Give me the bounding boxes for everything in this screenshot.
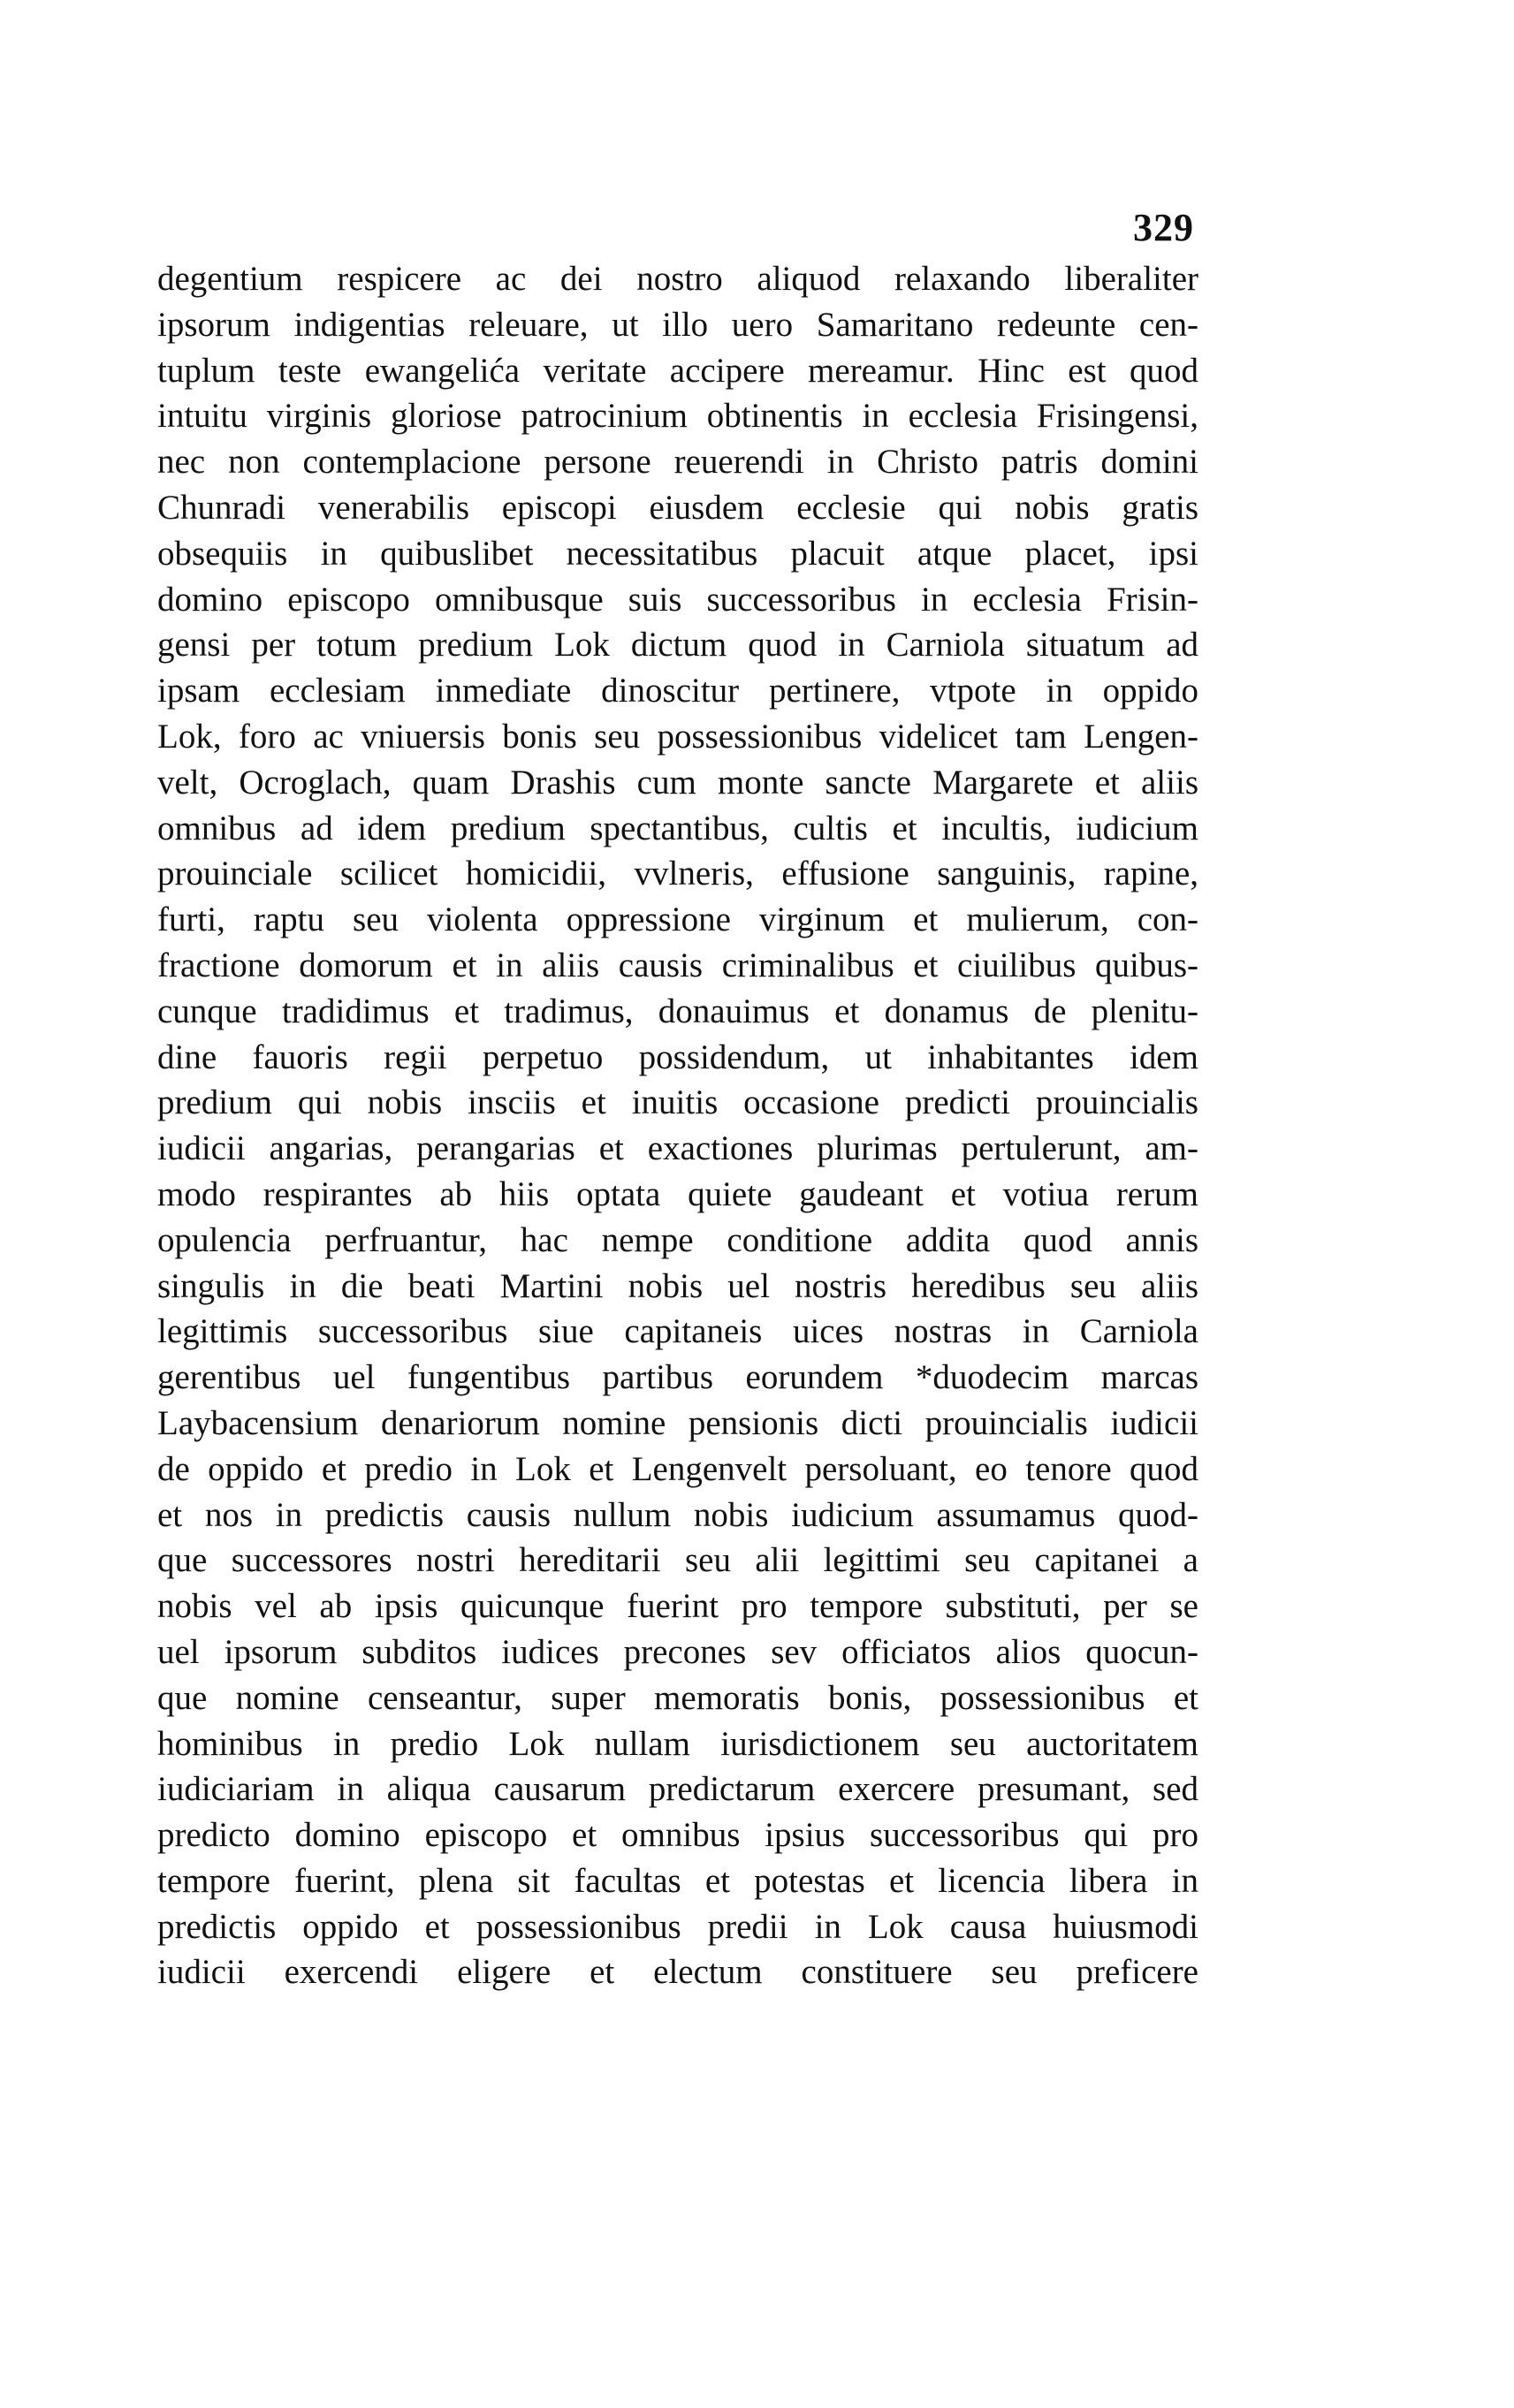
text-line: opulencia perfruantur, hac nempe conditione addita quod annis bbox=[157, 1220, 1198, 1259]
text-line: iudicii exercendi eligere et electum constituere seu preficere bbox=[157, 1953, 1198, 1992]
text-line: Laybacensium denariorum nomine pensionis dicti prouincialis iudicii bbox=[157, 1403, 1198, 1442]
text-line: tuplum teste ewangelića veritate accipere mereamur. Hinc est quod bbox=[157, 351, 1198, 390]
text-line: predicto domino episcopo et omnibus ipsius successoribus qui pro bbox=[157, 1816, 1198, 1855]
text-line: obsequiis in quibuslibet necessitatibus placuit atque placet, ipsi bbox=[157, 534, 1198, 573]
text-line: prouinciale scilicet homicidii, vvlneris, effusione sanguinis, rapine, bbox=[157, 855, 1198, 893]
text-line: uel ipsorum subditos iudices precones sev officiatos alios quocun- bbox=[157, 1632, 1198, 1671]
text-line: dine fauoris regii perpetuo possidendum, ut inhabitantes idem bbox=[157, 1037, 1198, 1076]
text-line: legittimis successoribus siue capitaneis uices nostras in Carniola bbox=[157, 1312, 1198, 1351]
text-line: predictis oppido et possessionibus predii in Lok causa huiusmodi bbox=[157, 1907, 1198, 1946]
text-line: singulis in die beati Martini nobis uel nostris heredibus seu aliis bbox=[157, 1266, 1198, 1305]
text-line: modo respirantes ab hiis optata quiete gaudeant et votiua rerum bbox=[157, 1174, 1198, 1213]
text-line: nec non contemplacione persone reuerendi in Christo patris domini bbox=[157, 443, 1198, 482]
text-line: degentium respicere ac dei nostro aliquod relaxando liberaliter bbox=[157, 260, 1198, 298]
text-line: iudicii angarias, perangarias et exactiones plurimas pertulerunt, am- bbox=[157, 1129, 1198, 1168]
text-line: furti, raptu seu violenta oppressione virginum et mulierum, con- bbox=[157, 900, 1198, 939]
text-line: Chunradi venerabilis episcopi eiusdem ecclesie qui nobis gratis bbox=[157, 488, 1198, 527]
text-line: de oppido et predio in Lok et Lengenvelt persoluant, eo tenore quod bbox=[157, 1449, 1198, 1488]
text-line: omnibus ad idem predium spectantibus, cultis et incultis, iudicium bbox=[157, 809, 1198, 847]
text-line: nobis vel ab ipsis quicunque fuerint pro tempore substituti, per se bbox=[157, 1587, 1198, 1626]
body-text bbox=[157, 256, 1198, 1995]
text-line: que nomine censeantur, super memoratis bonis, possessionibus et bbox=[157, 1678, 1198, 1717]
text-line: gerentibus uel fungentibus partibus eorundem *duodecim marcas bbox=[157, 1358, 1198, 1397]
text-line: domino episcopo omnibusque suis successoribus in ecclesia Frisin- bbox=[157, 580, 1198, 619]
text-line: et nos in predictis causis nullum nobis iudicium assumamus quod- bbox=[157, 1495, 1198, 1534]
page-number: 329 bbox=[1133, 206, 1194, 249]
text-line: hominibus in predio Lok nullam iurisdictionem seu auctoritatem bbox=[157, 1724, 1198, 1763]
text-line: velt, Ocroglach, quam Drashis cum monte sancte Margarete et aliis bbox=[157, 763, 1198, 801]
text-line: intuitu virginis gloriose patrocinium obtinentis in ecclesia Frisingensi, bbox=[157, 397, 1198, 436]
text-line: que successores nostri hereditarii seu alii legittimi seu capitanei a bbox=[157, 1541, 1198, 1580]
text-line: iudiciariam in aliqua causarum predictarum exercere presumant, sed bbox=[157, 1770, 1198, 1809]
text-line: tempore fuerint, plena sit facultas et potestas et licencia libera in bbox=[157, 1861, 1198, 1900]
text-line: ipsam ecclesiam inmediate dinoscitur pertinere, vtpote in oppido bbox=[157, 672, 1198, 710]
text-line: gensi per totum predium Lok dictum quod in Carniola situatum ad bbox=[157, 626, 1198, 665]
text-line: predium qui nobis insciis et inuitis occasione predicti prouincialis bbox=[157, 1083, 1198, 1122]
text-line: fractione domorum et in aliis causis criminalibus et ciuilibus quibus- bbox=[157, 946, 1198, 984]
text-line: Lok, foro ac vniuersis bonis seu possessionibus videlicet tam Lengen- bbox=[157, 717, 1198, 756]
text-line: cunque tradidimus et tradimus, donauimus et donamus de plenitu- bbox=[157, 991, 1198, 1030]
text-line: ipsorum indigentias releuare, ut illo uero Samaritano redeunte cen- bbox=[157, 305, 1198, 344]
